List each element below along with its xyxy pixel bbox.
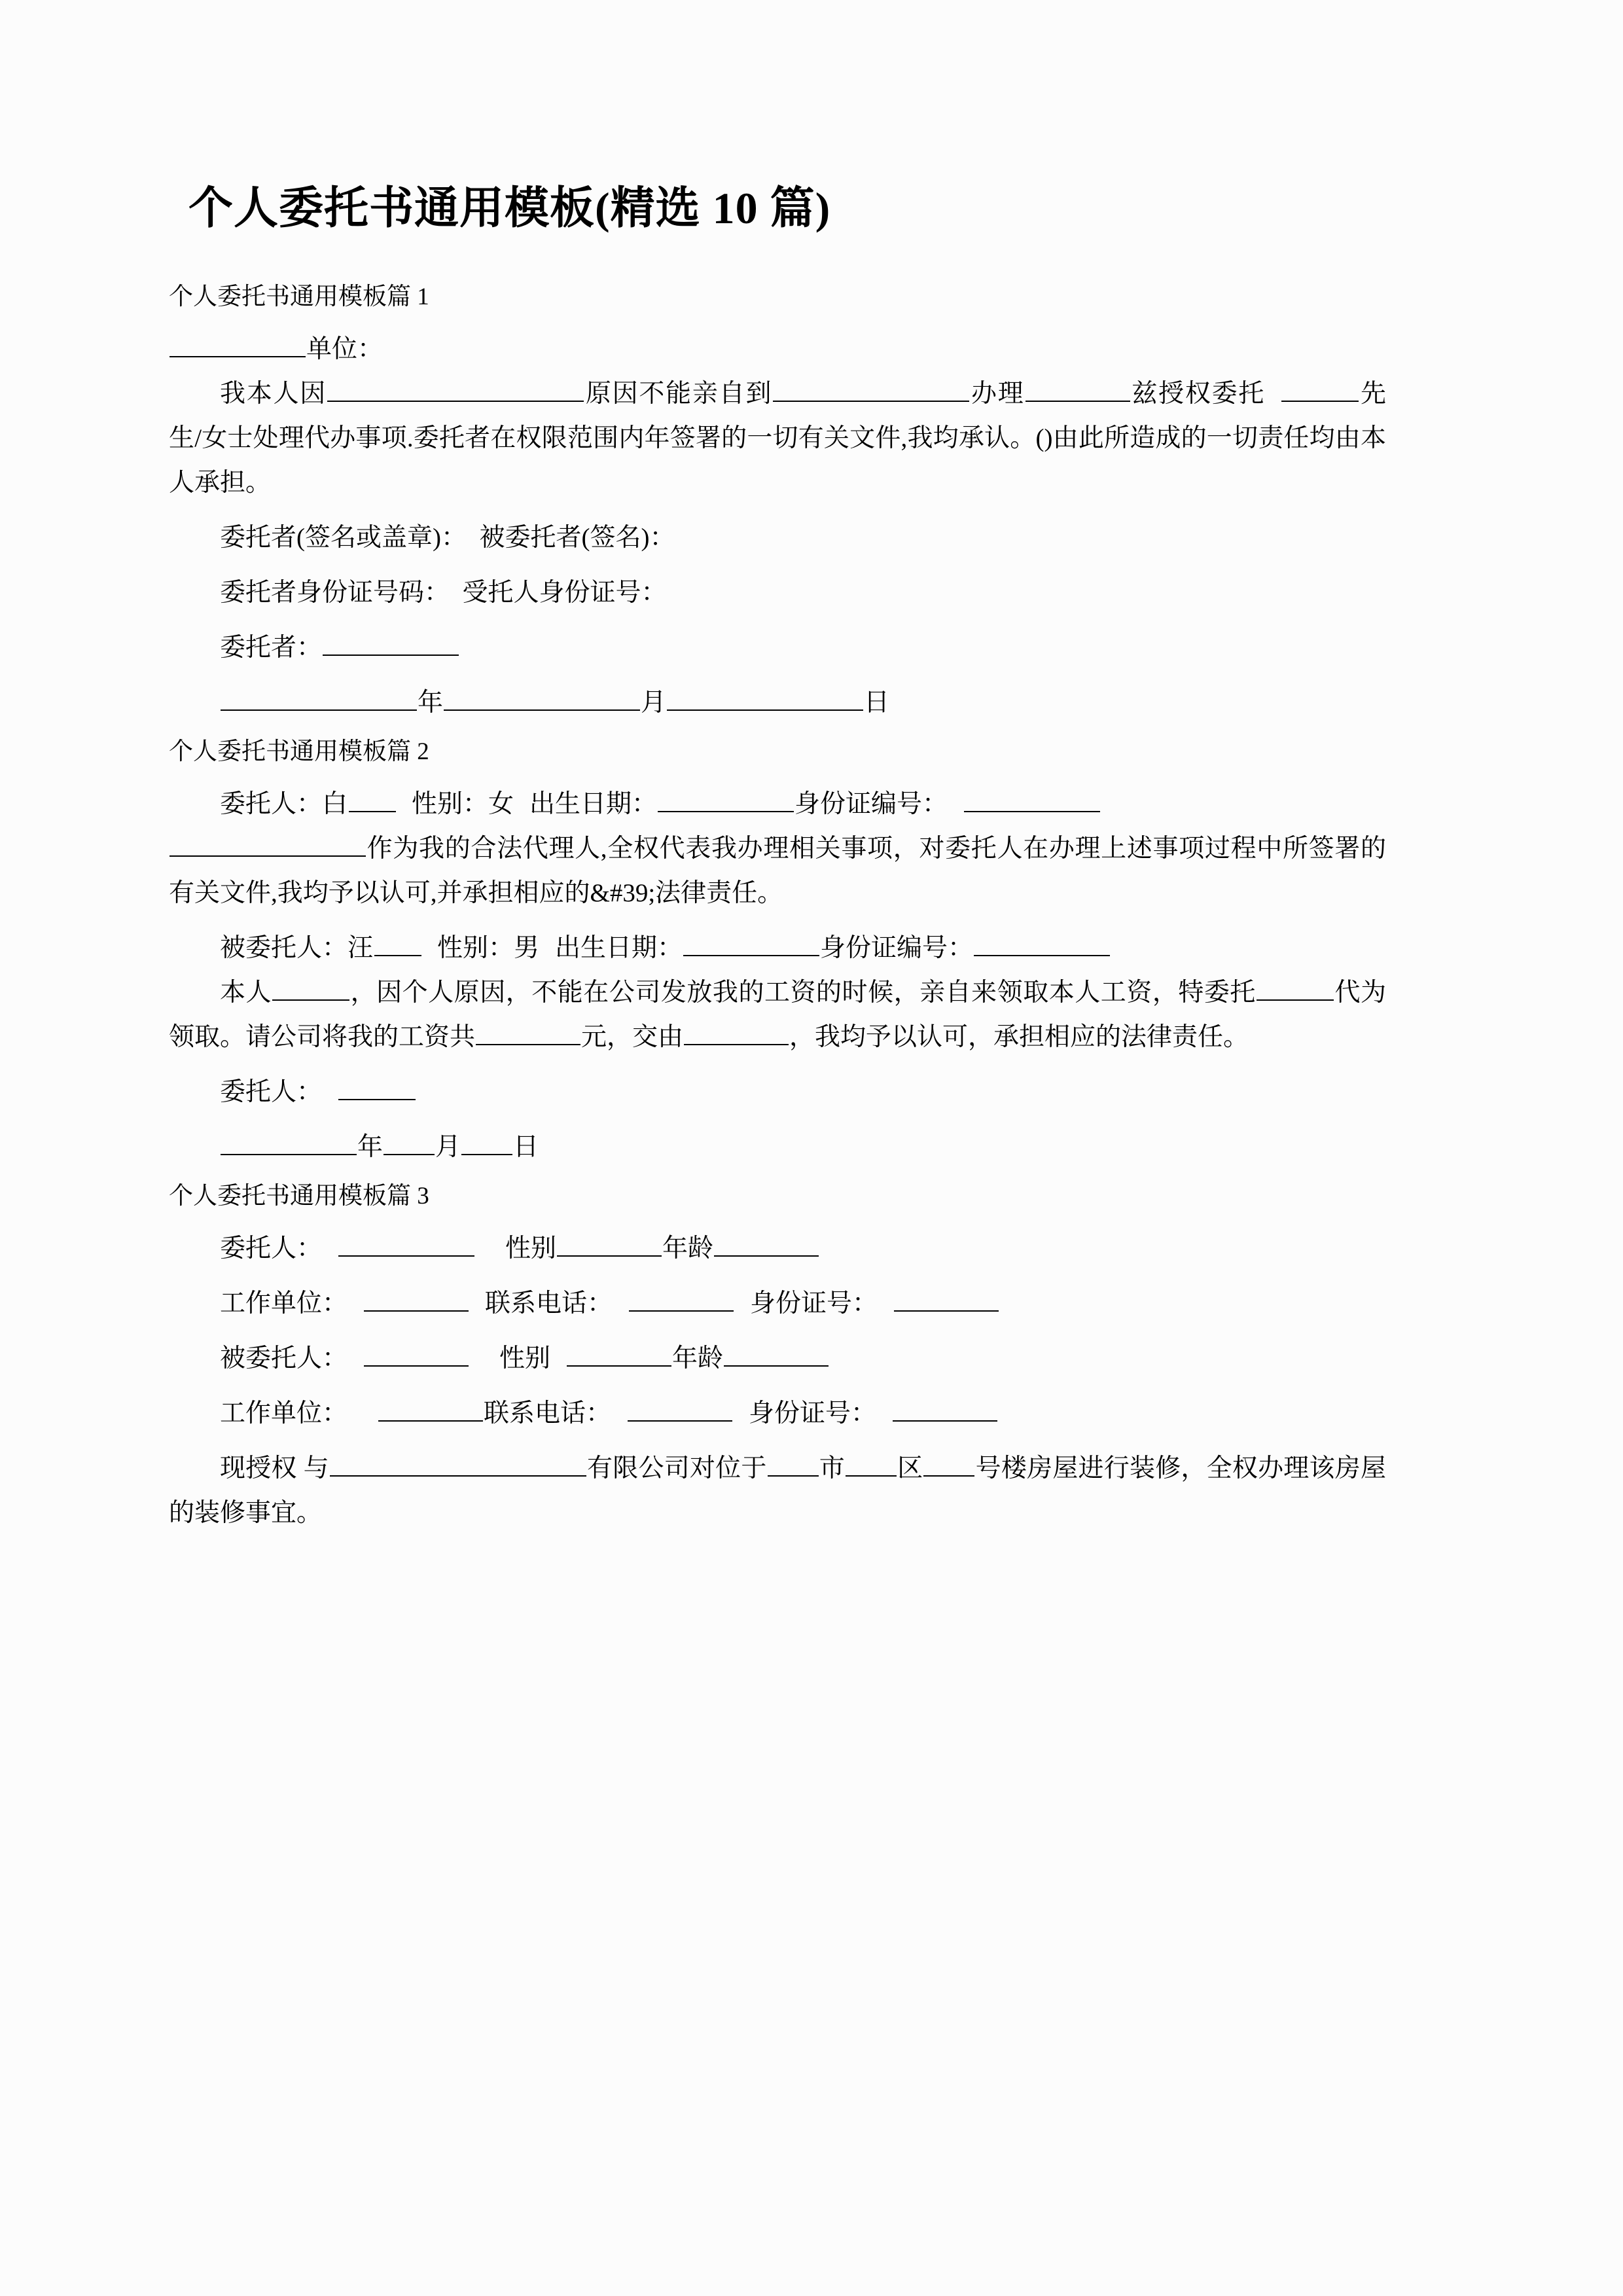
section2-salary-paragraph <box>169 971 1386 1060</box>
blank-agent-gender[interactable] <box>567 1343 671 1367</box>
p1-text-a: 我本人因 <box>220 380 327 408</box>
auth-text-a: 现授权 与 <box>220 1454 329 1482</box>
blank-place[interactable] <box>773 378 969 402</box>
section3-agent-line <box>169 1336 1386 1381</box>
blank-agent-name[interactable] <box>1281 378 1359 402</box>
month-label: 月 <box>641 689 667 717</box>
blank-client-gender[interactable] <box>557 1233 662 1257</box>
p1-text-b: 原因不能亲自到 <box>584 380 773 408</box>
client-gender-label: 性别 <box>505 1234 557 1263</box>
blank-reason[interactable] <box>327 378 584 402</box>
blank-agent-birth[interactable] <box>683 933 819 956</box>
blank-company[interactable] <box>330 1453 586 1477</box>
blank-client-work[interactable] <box>364 1288 469 1312</box>
blank-number[interactable] <box>923 1453 974 1477</box>
blank-section2-signer[interactable] <box>338 1077 416 1100</box>
day-label: 日 <box>864 689 890 717</box>
auth-district-label: 区 <box>897 1454 923 1482</box>
month-label: 月 <box>435 1133 461 1161</box>
agent-phone-label: 联系电话： <box>484 1399 612 1427</box>
blank-day[interactable] <box>667 687 863 711</box>
client-id-label: 身份证编号： <box>794 790 948 818</box>
client-birth-label: 出生日期： <box>529 790 658 818</box>
blank-year[interactable] <box>221 687 417 711</box>
client-id-label: 身份证号： <box>750 1289 878 1318</box>
blank-client-name[interactable] <box>349 789 396 812</box>
salary-text-e: ，我均予以认可，承担相应的法律责任。 <box>789 1023 1249 1051</box>
client-label: 委托人： <box>220 1234 323 1263</box>
salary-text-c: 代为领取。请公司将我的工资共 <box>169 978 1386 1051</box>
agent-label: 被委托人： <box>220 1344 348 1372</box>
salary-text-b: ，因个人原因，不能在公司发放我的工资的时候，亲自来领取本人工资，特委托 <box>350 978 1256 1007</box>
auth-city-label: 市 <box>819 1454 846 1482</box>
agent-clause-text: 作为我的合法代理人,全权代表我办理相关事项，对委托人在办理上述事项过程中所签署的有关文件,我均予以认可,并承担相应的&#39;法律责任。 <box>169 834 1386 907</box>
year-label: 年 <box>418 689 444 717</box>
blank-matter[interactable] <box>1026 378 1130 402</box>
agent-birth-label: 出生日期： <box>555 934 683 962</box>
blank-entruster-sign[interactable] <box>323 632 459 656</box>
auth-number-label: 号 <box>975 1454 1001 1482</box>
document-content <box>169 0 1386 1535</box>
blank-district[interactable] <box>846 1453 897 1477</box>
agent-gender-label: 性别：男 <box>437 934 540 962</box>
blank-city[interactable] <box>768 1453 819 1477</box>
blank-agent-phone[interactable] <box>628 1398 732 1422</box>
agent-id-label: 身份证号： <box>749 1399 877 1427</box>
p2-text-a: 兹授权委托 <box>1130 380 1266 408</box>
section3-agent-work-line <box>169 1391 1386 1436</box>
section1-entruster-line <box>169 626 1386 670</box>
blank-month[interactable] <box>444 687 640 711</box>
section2-signer-label: 委托人： <box>220 1078 323 1106</box>
blank-agent-work[interactable] <box>378 1398 483 1422</box>
blank-agent-id[interactable] <box>893 1398 997 1422</box>
blank-agent-age[interactable] <box>724 1343 829 1367</box>
blank-client-name[interactable] <box>338 1233 474 1257</box>
blank-client-phone[interactable] <box>629 1288 734 1312</box>
blank-unit[interactable] <box>169 334 306 357</box>
day-label: 日 <box>513 1133 539 1161</box>
blank-agent-name[interactable] <box>374 933 421 956</box>
blank-agent-id[interactable] <box>974 933 1110 956</box>
blank-agent-name[interactable] <box>364 1343 469 1367</box>
client-label: 委托人：白 <box>220 790 348 818</box>
blank-salary-amount[interactable] <box>476 1022 580 1045</box>
section-heading-1: 个人委托书通用模板篇 1 <box>169 283 429 310</box>
section3-authorization-paragraph <box>169 1446 1386 1535</box>
blank-client-birth[interactable] <box>658 789 794 812</box>
blank-client-id[interactable] <box>964 789 1100 812</box>
client-work-label: 工作单位： <box>220 1289 348 1318</box>
agent-work-label: 工作单位： <box>220 1399 348 1427</box>
entruster-label: 委托者： <box>220 634 323 662</box>
page-title: 个人委托书通用模板(精选 10 篇) <box>188 183 831 233</box>
agent-age-label: 年龄 <box>672 1344 724 1372</box>
section2-signer-line <box>169 1070 1386 1115</box>
blank-day[interactable] <box>461 1132 512 1155</box>
blank-salary-receiver[interactable] <box>684 1022 789 1045</box>
section-heading-3: 个人委托书通用模板篇 3 <box>169 1183 429 1210</box>
blank-agent-designation[interactable] <box>169 833 366 857</box>
section3-client-line <box>169 1227 1386 1271</box>
blank-salary-agent[interactable] <box>1257 977 1334 1001</box>
section2-agent-clause <box>169 827 1386 916</box>
section2-date-line <box>169 1125 1386 1170</box>
section1-paragraph-1 <box>169 372 1386 505</box>
salary-text-d: 元，交由 <box>581 1023 684 1051</box>
section3-client-work-line <box>169 1282 1386 1326</box>
section1-date-line <box>169 681 1386 725</box>
p2-text-b: 先生/女士处理代办事项.委托者在权限范围内年签署的一切有关文件,我均承认。()由此所造成的一切责任均由本人承担。 <box>169 380 1386 497</box>
agent-label: 被委托人：汪 <box>220 934 374 962</box>
blank-client-id[interactable] <box>894 1288 999 1312</box>
client-gender-label: 性别：女 <box>412 790 514 818</box>
agent-id-label: 身份证编号： <box>820 934 974 962</box>
salary-text-a: 本人 <box>220 978 272 1007</box>
auth-text-b: 有限公司对位于 <box>586 1454 767 1482</box>
blank-month[interactable] <box>383 1132 435 1155</box>
section-heading-2: 个人委托书通用模板篇 2 <box>169 738 429 765</box>
blank-year[interactable] <box>221 1132 357 1155</box>
section2-client-line <box>169 782 1386 827</box>
blank-client-age[interactable] <box>714 1233 819 1257</box>
section2-agent-line <box>169 926 1386 971</box>
client-phone-label: 联系电话： <box>485 1289 613 1318</box>
auth-text-c: 楼房屋进行装修，全权办理该房屋的装修事宜。 <box>169 1454 1386 1527</box>
blank-salary-self[interactable] <box>272 977 349 1001</box>
section1-id-line: 委托者身份证号码： 受托人身份证号： <box>220 579 667 607</box>
section1-unit-line <box>169 327 1386 372</box>
agent-gender-label: 性别 <box>499 1344 551 1372</box>
year-label: 年 <box>357 1133 383 1161</box>
p1-text-c: 办理 <box>970 380 1025 408</box>
section1-signers-line: 委托者(签名或盖章)： 被委托者(签名)： <box>220 524 675 552</box>
unit-label: 单位： <box>306 335 383 363</box>
client-age-label: 年龄 <box>662 1234 714 1263</box>
